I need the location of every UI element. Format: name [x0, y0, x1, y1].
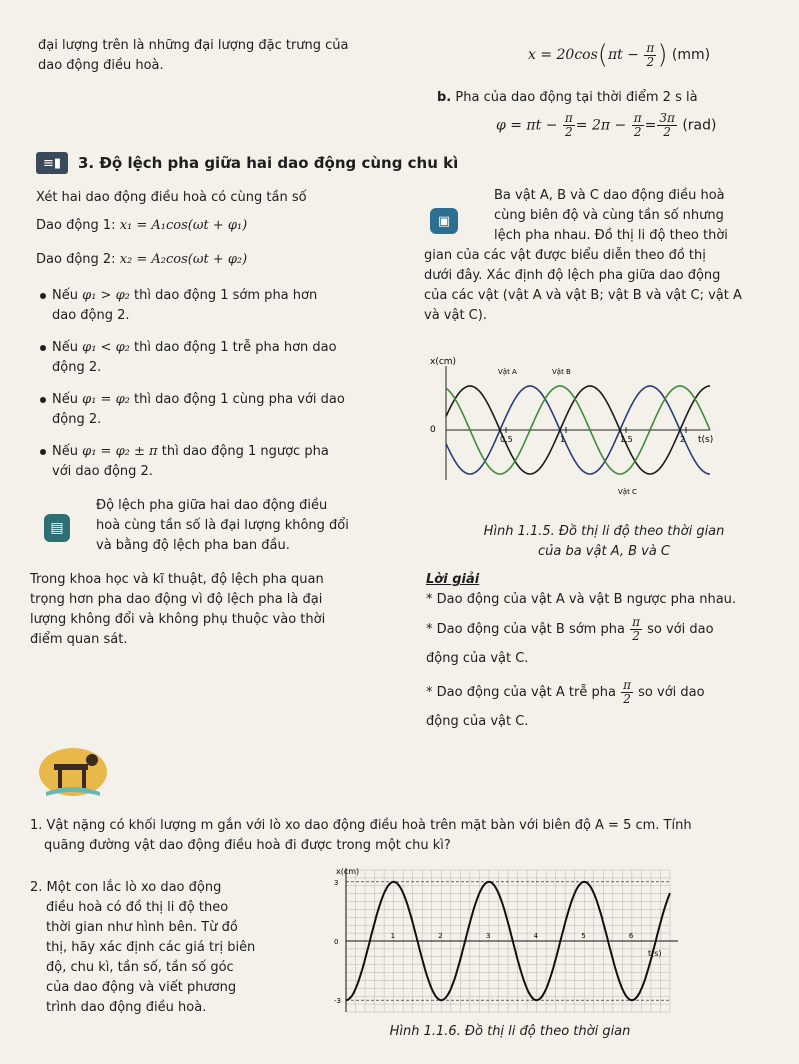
- series-label: Vật A: [498, 368, 517, 376]
- chart-displacement-time: [330, 862, 700, 1020]
- solution-line: * Dao động của vật A và vật B ngược pha nhau.: [426, 592, 737, 607]
- bullet-icon: [40, 293, 46, 299]
- x-tick-label: 4: [533, 932, 539, 940]
- bullet-item: Nếu φ₁ = φ₂ thì dao động 1 cùng pha với dao: [40, 390, 396, 410]
- paragraph: Xét hai dao động điều hoà có cùng tần số: [36, 190, 307, 205]
- series-label: Vật B: [552, 368, 571, 376]
- oscillation-2: Dao động 2: x₂ = A₂cos(ωt + φ₂): [36, 252, 248, 267]
- x-tick-label: 6: [628, 932, 634, 940]
- book-icon: ≡▮: [36, 152, 68, 174]
- solution: Lời giải * Dao động của vật A và vật B ngược pha nhau. * Dao động của vật B sớm pha $\frac{\pi}{2}$ so với dao động của vật C. * Dao động của vật A trễ pha $\frac{\pi}{2}$ so với dao động của vật C.: [426, 570, 776, 732]
- x-tick-label: 1: [390, 932, 396, 940]
- note-icon: ▤: [44, 514, 70, 542]
- x-tick-label: 3: [485, 932, 491, 940]
- figure-caption-116: Hình 1.1.6. Đồ thị li độ theo thời gian: [389, 1024, 631, 1039]
- origin-label: 0: [430, 425, 436, 435]
- intro-text: [38, 36, 349, 76]
- left-column: [36, 188, 396, 270]
- x-axis-label: t(s): [648, 949, 662, 958]
- oscillation-1: Dao động 1: x₁ = A₁cos(ωt + φ₁): [36, 218, 248, 233]
- bullet-item: Nếu φ₁ = φ₂ ± π thì dao động 1 ngược pha: [40, 442, 396, 462]
- paragraph-phase: Trong khoa học và kĩ thuật, độ lệch pha quan trọng hơn pha dao động vì độ lệch pha là đại lượng không đổi và không phụ thuộc vào thời điểm quan sát.: [30, 572, 326, 647]
- y-axis-label: x(cm): [336, 867, 360, 876]
- solution-line: * Dao động của vật A trễ pha $\frac{\pi}{2}$ so với dao: [426, 678, 705, 706]
- bullet-icon: [40, 449, 46, 455]
- series-label: Vật C: [618, 488, 637, 496]
- y-tick-label: 0: [334, 938, 339, 946]
- exercise-1: 1. Vật nặng có khối lượng m gắn với lò xo dao động điều hoà trên mặt bàn với biên độ A = 5 cm. Tính quãng đường vật dao động điều hoà đi được trong một chu kì?: [30, 818, 692, 853]
- student-desk-icon: [36, 742, 110, 798]
- y-axis-label: x(cm): [430, 357, 457, 367]
- intro-line: dao động điều hoà.: [38, 58, 164, 73]
- solution-title: Lời giải: [426, 572, 480, 587]
- equation-x: x = 20cos(πt − $\frac{\pi}{2}$ ) (mm): [528, 40, 711, 70]
- x-axis-label: t(s): [698, 435, 714, 445]
- bullet-icon: [40, 345, 46, 351]
- x-tick-label: 2: [438, 932, 443, 940]
- intro-line: đại lượng trên là những đại lượng đặc trưng của: [38, 38, 349, 53]
- x-tick-label: 2: [680, 435, 686, 444]
- x-tick-label: 5: [581, 932, 586, 940]
- example-icon: ▣: [430, 208, 458, 234]
- part-b: b. Pha của dao động tại thời điểm 2 s là: [437, 90, 698, 105]
- y-tick-label: -3: [334, 997, 341, 1006]
- section-title: 3. Độ lệch pha giữa hai dao động cùng chu kì: [78, 154, 459, 172]
- solution-line: * Dao động của vật B sớm pha $\frac{\pi}{2}$ so với dao: [426, 615, 714, 643]
- chart-abc: [428, 352, 728, 512]
- note-box: Độ lệch pha giữa hai dao động điều hoà cùng tần số là đại lượng không đổi và bằng độ lệch pha ban đầu.: [96, 498, 349, 553]
- x-tick-label: 1: [560, 435, 566, 444]
- x-tick-label: 1,5: [620, 435, 633, 444]
- x-tick-label: 0,5: [500, 435, 513, 444]
- equation-phi: φ = πt − $\frac{\pi}{2}$ = 2π − $\frac{\pi}{2}$ = $\frac{3\pi}{2}$ (rad): [496, 111, 717, 139]
- exercise-2: 2. Một con lắc lò xo dao động điều hoà có đồ thị li độ theo thời gian như hình bên. Từ đồ thị, hãy xác định các giá trị biên độ, chu kì, tần số, tần số góc của dao động và viết phương trình dao động điều hoà.: [30, 880, 256, 1015]
- example-question: Ba vật A, B và C dao động điều hoà cùng biên độ và cùng tần số nhưng lệch pha nhau. Đồ thị li độ theo thời gian của các vật được biểu diễn theo đồ thị dưới đây. Xác định độ lệch pha giữa dao động của các vật (vật A và vật B; vật B và vật C; vật A và vật C).: [424, 188, 742, 323]
- bullet-list: Nếu φ₁ > φ₂ thì dao động 1 sớm pha hơn dao động 2. Nếu φ₁ < φ₂ thì dao động 1 trễ pha hơn dao động 2. Nếu φ₁ = φ₂ thì dao động 1 cùng pha với dao động 2. Nếu φ₁ = φ₂ ± π thì dao động 1 ngược pha với dao động 2.: [40, 286, 396, 482]
- figure-caption-115: Hình 1.1.5. Đồ thị li độ theo thời gian của ba vật A, B và C: [483, 524, 725, 559]
- bullet-item: Nếu φ₁ > φ₂ thì dao động 1 sớm pha hơn: [40, 286, 396, 306]
- y-tick-label: 3: [334, 878, 339, 887]
- bullet-item: Nếu φ₁ < φ₂ thì dao động 1 trễ pha hơn dao: [40, 338, 396, 358]
- bullet-icon: [40, 397, 46, 403]
